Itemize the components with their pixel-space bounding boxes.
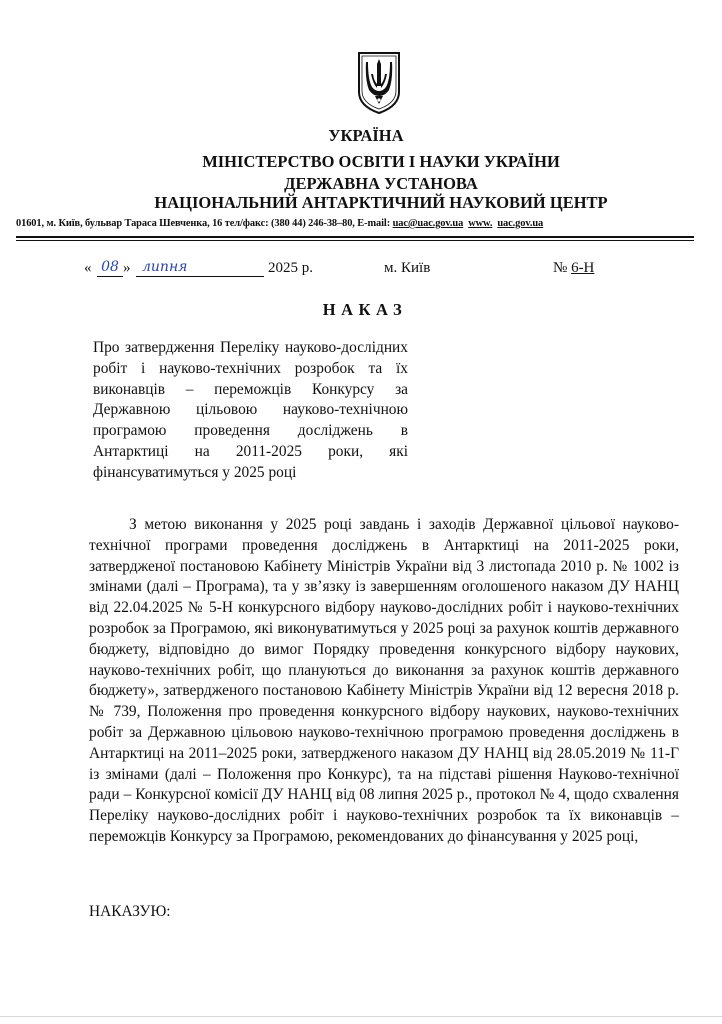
order-number-prefix: № — [553, 260, 572, 276]
order-closing: НАКАЗУЮ: — [89, 903, 171, 920]
date-day: 08 — [97, 258, 123, 277]
country-heading: УКРАЇНА — [328, 126, 404, 145]
institution-type-heading: ДЕРЖАВНА УСТАНОВА — [284, 174, 478, 193]
website-prefix: www. — [468, 218, 493, 229]
contacts-address-phone: 01601, м. Київ, бульвар Тараса Шевченка, 16 тел/факс: (380 44) 246-38–80, E-mail: — [16, 218, 393, 229]
date-month: липня — [136, 258, 264, 277]
order-number — [553, 260, 594, 277]
order-body-paragraph: З метою виконання у 2025 році завдань і заходів Державної цільової науково-технічної програми проведення досліджень в Антарктиці на 2011-2025 роки, затвердженої постановою Кабінету Міністрів України від 3 листопада 2010 р. № 1002 із змінами (далі – Програма), та у зв’язку із завершенням оголошеного наказом ДУ НАНЦ від 22.04.2025 № 5-Н конкурсного відбору науково-дослідних робіт і науково-технічних розробок за Програмою, які виконуватимуться у 2025 році за рахунок коштів державного бюджету, відповідно до вимог Порядку проведення конкурсного відбору наукових, науково-технічних робіт, що плануються до виконання за рахунок коштів державного бюджету», затвердженого постановою Кабінету Міністрів України від 12 вересня 2018 р. № 739, Положення про проведення конкурсного відбору наукових, науково-технічних робіт за Державною цільовою науково-технічною програмою проведення досліджень в Антарктиці на 2011–2025 роки, затвердженого наказом ДУ НАНЦ від 28.05.2019 № 11-Г із змінами (далі – Положення про Конкурс), та на підставі рішення Науково-технічної ради – Конкурсної комісії ДУ НАНЦ від 08 липня 2025 р., протокол № 4, щодо схвалення Переліку науково-дослідних робіт і науково-технічних розробок та їх виконавців – переможців Конкурсу за Програмою, рекомендованих до фінансування у 2025 році, — [89, 516, 679, 845]
email-link[interactable]: uac@uac.gov.ua — [392, 218, 464, 229]
header-divider-thin — [16, 240, 694, 241]
date-quote-open: « — [84, 260, 92, 276]
order-title: НАКАЗ — [322, 300, 408, 319]
website-link[interactable]: uac.gov.ua — [497, 218, 544, 229]
order-number-value: 6-Н — [571, 260, 595, 276]
order-subject: Про затвердження Переліку науково-дослідних робіт і науково-технічних розробок та їх виконавців – переможців Конкурсу за Державною цільовою науково-технічною програмою проведення досліджень в Антарктиці на 2011-2025 роки, які фінансуватимуться у 2025 році — [93, 339, 408, 481]
date-quote-close: » — [123, 260, 131, 276]
scan-bottom-edge — [0, 1016, 722, 1017]
order-city: м. Київ — [384, 260, 431, 276]
trident-coat-of-arms-icon — [355, 50, 403, 116]
date-year: 2025 р. — [268, 260, 313, 276]
header-divider — [16, 236, 694, 238]
institution-name-heading: НАЦІОНАЛЬНИЙ АНТАРКТИЧНИЙ НАУКОВИЙ ЦЕНТР — [154, 193, 608, 212]
contacts-line — [16, 218, 696, 229]
ministry-heading: МІНІСТЕРСТВО ОСВІТИ І НАУКИ УКРАЇНИ — [202, 152, 560, 171]
